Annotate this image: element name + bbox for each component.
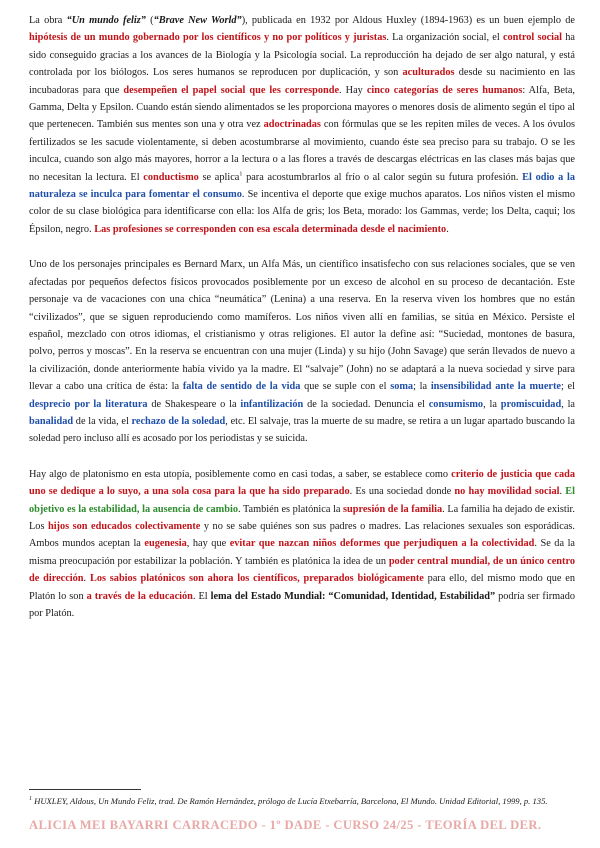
book-title-spanish: “Un mundo feliz” xyxy=(66,15,146,26)
text: , la xyxy=(483,398,501,410)
footnote-text: HUXLEY, Aldous, Un Mundo Feliz, trad. De Ramón Hernández, prólogo de Lucía Etxebarría, Barcelona, El Mundo. Unidad Editorial, 1999, p. 135. xyxy=(32,796,548,806)
highlight-red: criterio de justicia que cada uno se dedique a lo suyo, a una sola cosa para la que ha sido preparado xyxy=(29,468,576,498)
text: ( xyxy=(145,15,154,26)
text: . Es una sociedad donde xyxy=(349,486,455,498)
text: . Se da la misma preocupación por estabilizar la población. Y también es platónica la idea de un xyxy=(29,538,576,567)
highlight-blue: rechazo de la soledad xyxy=(131,415,226,427)
footnote-divider xyxy=(29,789,141,790)
text: ; la xyxy=(413,381,431,393)
highlight-red: hijos son educados colectivamente xyxy=(47,520,201,532)
text: . Hay xyxy=(339,84,367,96)
highlight-red: conductismo xyxy=(143,171,199,183)
book-title-english: “Brave New World” xyxy=(153,15,242,26)
highlight-blue: falta de sentido de la vida xyxy=(182,381,301,393)
text: de la sociedad. Denuncia el xyxy=(303,398,429,410)
highlight-blue: insensibilidad ante la muerte xyxy=(430,381,561,393)
highlight-red: adoctrinadas xyxy=(263,119,321,131)
highlight-blue: soma xyxy=(390,381,414,393)
highlight-red: supresión de la familia xyxy=(343,503,443,515)
highlight-red: aculturados xyxy=(402,67,455,79)
highlight-red: hipótesis de un mundo gobernado por los científicos y no por políticos y juristas xyxy=(29,32,387,44)
motto-bold: lema del Estado Mundial: “Comunidad, Identidad, Estabilidad” xyxy=(210,590,496,602)
text: desde su nacimiento en las incubadoras para que xyxy=(29,67,575,96)
document-body xyxy=(29,12,575,622)
highlight-blue: promiscuidad xyxy=(500,398,562,410)
paragraph-intro xyxy=(29,12,575,238)
text: que se suple con el xyxy=(300,381,391,393)
footnote xyxy=(29,796,575,807)
text: ; el xyxy=(560,381,575,393)
text: de la vida, el xyxy=(73,415,132,427)
highlight-red: Los sabios platónicos son ahora los científicos, preparados biológicamente xyxy=(89,573,424,585)
highlight-blue: El odio a la naturaleza se inculca para fomentar el consumo xyxy=(29,171,576,201)
text: , la xyxy=(561,398,575,410)
highlight-red: evitar que nazcan niños deformes que perjudiquen a la colectividad xyxy=(229,538,535,550)
highlight-red: desempeñen el papel social que les corresponde xyxy=(123,84,340,96)
text: con fórmulas que se les repiten miles de veces. A los óvulos fertilizados se les sacude violentamente, si deben acostumbrarse al movimiento, cuando éste sea preciso para su trabajo. O se les inculca, cuando son algo más mayores, horror a la lectura o a las flores a través de descargas eléctricas en las clases más bajas que no necesitan la lectura. El xyxy=(29,119,575,183)
highlight-blue: consumismo xyxy=(428,398,484,410)
highlight-blue: banalidad xyxy=(29,415,74,427)
page-footer: ALICIA MEI BAYARRI CARRACEDO - 1º DADE - CURSO 24/25 - TEORÍA DEL DER. xyxy=(29,818,542,832)
text: . xyxy=(559,486,566,498)
highlight-red: no hay movilidad social xyxy=(454,486,560,498)
text: Hay algo de platonismo en esta utopía, posiblemente como en casi todas, a saber, se establece como xyxy=(29,468,452,480)
text: se aplica xyxy=(198,171,240,183)
text: : Alfa, Beta, Gamma, Delta y Epsilon. Cuando están siendo alimentados se les proporciona mayores o menores dosis de alimento según el tipo al que pertenecen. También sus mentes son una y otra vez xyxy=(29,84,576,131)
text: . La familia ha dejado de existir. Los xyxy=(29,503,575,532)
text: , etc. El salvaje, tras la muerte de su madre, se retira a un lugar apartado buscando la soledad pero incluso allí es acosado por los periodistas y se suicida. xyxy=(29,415,575,445)
text: ha sido conseguido gracias a los avances de la Biología y la Psicología social. La reproducción ha dejado de ser algo natural, y está controlada por los biólogos. Los seres humanos se reproducen por duplicación, y son xyxy=(29,32,575,79)
highlight-red: a través de la educación xyxy=(86,590,193,602)
footnote-ref: 1 xyxy=(239,171,243,178)
highlight-blue: infantilización xyxy=(240,398,304,410)
footnote-number: 1 xyxy=(29,796,32,803)
highlight-red: poder central mundial, de un único centro de dirección xyxy=(29,555,575,585)
text: . xyxy=(446,223,449,235)
text: . xyxy=(83,573,90,585)
text: . Se incentiva el deporte que exige muchos aparatos. Los niños visten el mismo color de su clase biológica para identificarse con ella: los Alfa de gris; los Beta, morado: los Gammas, verde; los Delta, caqui; los Épsilon, negro. xyxy=(29,189,575,235)
paragraph-platonism xyxy=(29,466,575,623)
highlight-green: El objetivo es la estabilidad, la ausencia de cambio xyxy=(29,486,575,515)
text: para acostumbrarlos al frío o al calor según su futura profesión. xyxy=(242,171,523,183)
highlight-blue: desprecio por la literatura xyxy=(29,398,148,410)
text: . La organización social, el xyxy=(386,32,503,44)
text: podría ser firmado por Platón. xyxy=(29,590,575,619)
text: Uno de los personajes principales es Bernard Marx, un Alfa Más, un científico insatisfecho con sus relaciones sociales, que se ven afectadas por pequeños defectos físicos provocados posiblemente por un exceso de alcohol en su proceso de decantación. Este personaje va de vacaciones con una chica “neumática” (Lenina) a una reserva. En la reserva viven los hombres que no están “civilizados”, que se siguen reproduciendo como mamíferos. Los niños viven allí en familias, se sitúa en México. Persiste el español, mezclado con otros idiomas, el cristianismo y otras religiones. El autor la define así: “Suciedad, montones de basura, polvo, perros y moscas”. En la reserva se encuentran con una mujer (Linda) y su hijo (John Savage) que serán llevados de nuevo a la civilización, donde anteriormente había vivido ya la madre. El “salvaje” (John) no se adaptará a la nueva sociedad y sirve para llevar a cabo una crítica de ésta: la xyxy=(29,259,575,393)
highlight-red: Las profesiones se corresponden con esa escala determinada desde el nacimiento xyxy=(94,223,447,235)
text: . También es platónica la xyxy=(238,503,344,515)
text: . El xyxy=(192,590,211,602)
highlight-red: eugenesia xyxy=(144,538,187,550)
text: , hay que xyxy=(186,538,230,550)
text: La obra xyxy=(29,15,67,26)
text: de Shakespeare o la xyxy=(147,398,241,410)
paragraph-characters xyxy=(29,256,575,447)
highlight-red: control social xyxy=(502,32,563,44)
text: para ello, del mismo modo que en Platón lo son xyxy=(29,573,575,602)
highlight-red: cinco categorías de seres humanos xyxy=(366,84,523,96)
text: y no se sabe quiénes son sus padres o madres. Las relaciones sexuales son esporádicas. Ambos mundos aceptan la xyxy=(29,520,576,550)
text: ), publicada en 1932 por Aldous Huxley (1894-1963) es un buen ejemplo de xyxy=(241,15,575,26)
